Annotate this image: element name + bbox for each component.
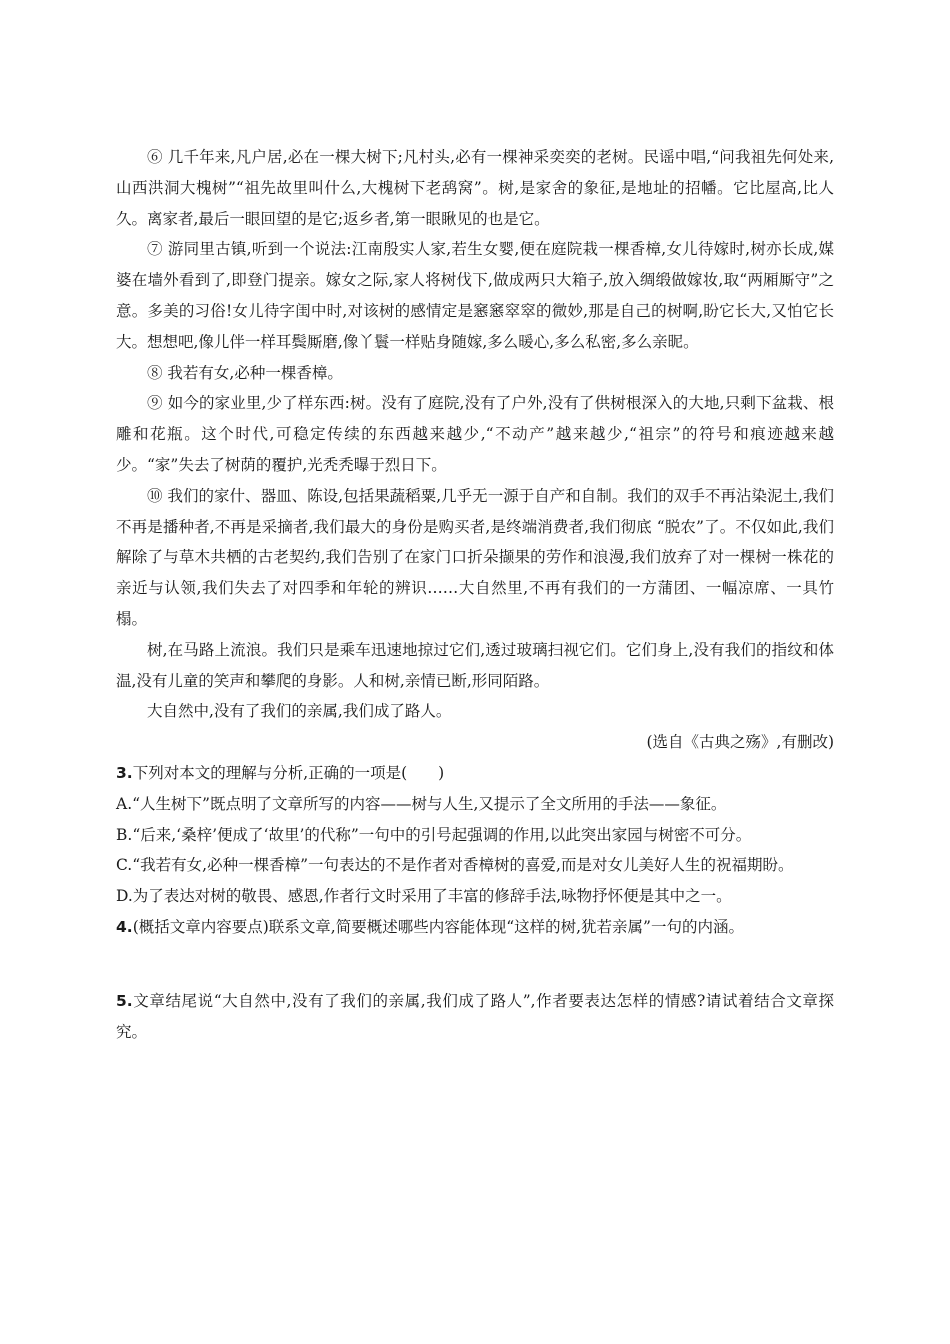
question-4 [116, 912, 834, 943]
question-5-text: 文章结尾说“大自然中,没有了我们的亲属,我们成了路人”,作者要表达怎样的情感?请试着结合文章探究。 [116, 991, 834, 1041]
paragraph-9: ⑨ 如今的家业里,少了样东西:树。没有了庭院,没有了户外,没有了供树根深入的大地,只剩下盆栽、根雕和花瓶。这个时代,可稳定传续的东西越来越少,“不动产”越来越少,“祖宗”的符号和痕迹越来越少。“家”失去了树荫的覆护,光秃秃曝于烈日下。 [116, 394, 834, 474]
document-content [116, 142, 834, 1047]
question-4-text: (概括文章内容要点)联系文章,简要概述哪些内容能体现“这样的树,犹若亲属”一句的内涵。 [132, 917, 744, 936]
paragraph-6: ⑥ 几千年来,凡户居,必在一棵大树下;凡村头,必有一棵神采奕奕的老树。民谣中唱,“问我祖先何处来,山西洪洞大槐树”“祖先故里叫什么,大槐树下老鸹窝”。树,是家舍的象征,是地址的招幡。它比屋高,比人久。离家者,最后一眼回望的是它;返乡者,第一眼瞅见的也是它。 [116, 148, 834, 228]
paragraph-7: ⑦ 游同里古镇,听到一个说法:江南殷实人家,若生女婴,便在庭院栽一棵香樟,女儿待嫁时,树亦长成,媒婆在墙外看到了,即登门提亲。嫁女之际,家人将树伐下,做成两只大箱子,放入绸缎做嫁妆,取“两厢厮守”之意。多美的习俗!女儿待字闺中时,对该树的感情定是窸窸窣窣的微妙,那是自己的树啊,盼它长大,又怕它长大。想想吧,像儿伴一样耳鬓厮磨,像丫鬟一样贴身随嫁,多么暖心,多么私密,多么亲昵。 [116, 240, 834, 351]
question-3 [116, 758, 834, 789]
paragraph-11: 树,在马路上流浪。我们只是乘车迅速地掠过它们,透过玻璃扫视它们。它们身上,没有我们的指纹和体温,没有儿童的笑声和攀爬的身影。人和树,亲情已断,形同陌路。 [116, 640, 834, 690]
paragraph-8: ⑧ 我若有女,必种一棵香樟。 [147, 363, 343, 382]
question-3-number: 3. [116, 763, 133, 782]
question-4-number: 4. [116, 917, 133, 936]
question-3-option-b: B.“后来,‘桑梓’便成了‘故里’的代称”一句中的引号起强调的作用,以此突出家园与树密不可分。 [116, 825, 752, 844]
question-3-option-d: D.为了表达对树的敬畏、感恩,作者行文时采用了丰富的修辞手法,咏物抒怀便是其中之一。 [116, 887, 732, 906]
answer-space-4 [116, 943, 834, 986]
question-5 [116, 986, 834, 1048]
paragraph-10: ⑩ 我们的家什、器皿、陈设,包括果蔬稻粟,几乎无一源于自产和自制。我们的双手不再沾染泥土,我们不再是播种者,不再是采摘者,我们最大的身份是购买者,是终端消费者,我们彻底 “脱农”了。不仅如此,我们解除了与草木共栖的古老契约,我们告别了在家门口折朵撷果的劳作和浪漫,我们放弃了对一棵树一株花的亲近与认领,我们失去了对四季和年轮的辨识……大自然里,不再有我们的一方蒲团、一幅凉席、一具竹榻。 [116, 486, 834, 628]
source-citation: (选自《古典之殇》,有删改) [646, 733, 834, 752]
question-3-option-c: C.“我若有女,必种一棵香樟”一句表达的不是作者对香樟树的喜爱,而是对女儿美好人生的祝福期盼。 [116, 856, 794, 875]
question-3-text: 下列对本文的理解与分析,正确的一项是( ) [132, 763, 445, 782]
question-3-option-a: A.“人生树下”既点明了文章所写的内容——树与人生,又提示了全文所用的手法——象征。 [116, 794, 727, 813]
paragraph-12: 大自然中,没有了我们的亲属,我们成了路人。 [147, 702, 452, 721]
question-5-number: 5. [116, 991, 133, 1010]
